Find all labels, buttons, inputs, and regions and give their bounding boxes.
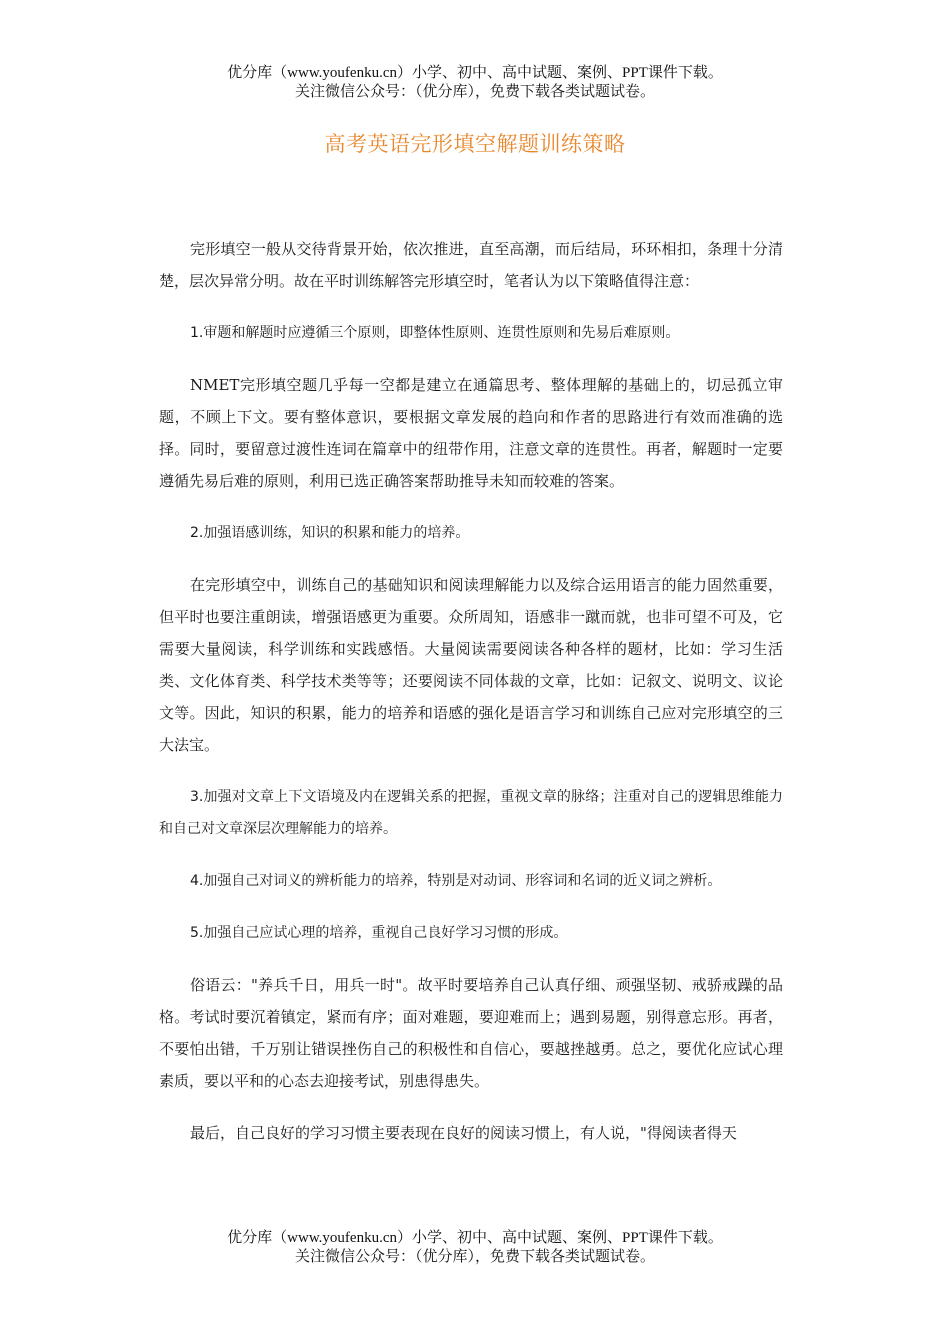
header-line-1: 优分库（www.youfenku.cn）小学、初中、高中试题、案例、PPT课件下载。 (227, 65, 723, 81)
document-title: 高考英语完形填空解题训练策略 (324, 132, 626, 156)
strategy-heading-2: 2.加强语感训练，知识的积累和能力的培养。 (190, 525, 470, 541)
body-paragraph: 在完形填空中，训练自己的基础知识和阅读理解能力以及综合运用语言的能力固然重要，但平时也要注重朗读，增强语感更为重要。众所周知，语感非一蹴而就，也非可望不可及，它需要大量阅读，科学训练和实践感悟。大量阅读需要阅读各种各样的题材，比如：学习生活类、文化体育类、科学技术类等等；还要阅读不同体裁的文章，比如：记叙文、说明文、议论文等。因此，知识的积累，能力的培养和语感的强化是语言学习和训练自己应对完形填空的三大法宝。 (159, 576, 783, 754)
intro-paragraph: 完形填空一般从交待背景开始，依次推进，直至高潮，而后结局，环环相扣，条理十分清楚，层次异常分明。故在平时训练解答完形填空时，笔者认为以下策略值得注意： (159, 240, 783, 290)
footer-line-2: 关注微信公众号：（优分库），免费下载各类试题试卷。 (294, 1249, 655, 1265)
body-paragraph: 最后，自己良好的学习习惯主要表现在良好的阅读习惯上，有人说，"得阅读者得天 (190, 1124, 737, 1142)
document-body (159, 233, 783, 1169)
strategy-heading-1: 1.审题和解题时应遵循三个原则，即整体性原则、连贯性原则和先易后难原则。 (190, 325, 680, 341)
body-paragraph: 俗语云："养兵千日，用兵一时"。故平时要培养自己认真仔细、顽强坚韧、戒骄戒躁的品格。考试时要沉着镇定，紧而有序；面对难题，要迎难而上；遇到易题，别得意忘形。再者，不要怕出错，千万别让错误挫伤自己的积极性和自信心，要越挫越勇。总之，要优化应试心理素质，要以平和的心态去迎接考试，别患得患失。 (159, 976, 783, 1090)
page-header (0, 64, 950, 102)
strategy-heading-3: 3.加强对文章上下文语境及内在逻辑关系的把握，重视文章的脉络；注重对自己的逻辑思维能力和自己对文章深层次理解能力的培养。 (159, 789, 783, 837)
body-paragraph: NMET完形填空题几乎每一空都是建立在通篇思考、整体理解的基础上的，切忌孤立审题，不顾上下文。要有整体意识，要根据文章发展的趋向和作者的思路进行有效而准确的选择。同时，要留意过渡性连词在篇章中的纽带作用，注意文章的连贯性。再者，解题时一定要遵循先易后难的原则，利用已选正确答案帮助推导未知而较难的答案。 (159, 376, 783, 490)
strategy-heading-5: 5.加强自己应试心理的培养，重视自己良好学习习惯的形成。 (190, 925, 568, 941)
page-footer (0, 1229, 950, 1267)
strategy-heading-4: 4.加强自己对词义的辨析能力的培养，特别是对动词、形容词和名词的近义词之辨析。 (190, 873, 722, 889)
header-line-2: 关注微信公众号：（优分库），免费下载各类试题试卷。 (294, 84, 655, 100)
footer-line-1: 优分库（www.youfenku.cn）小学、初中、高中试题、案例、PPT课件下载。 (227, 1230, 723, 1246)
